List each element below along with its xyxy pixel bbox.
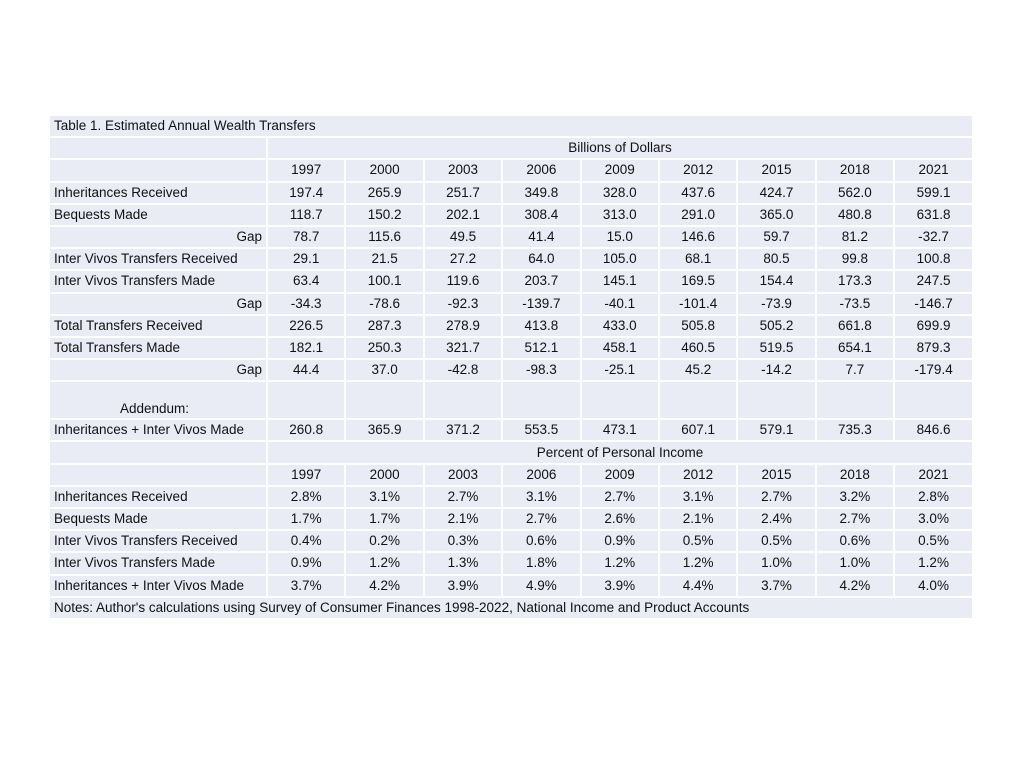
value-cell: 1.3% — [424, 552, 502, 574]
value-cell: 41.4 — [502, 226, 580, 248]
year-header-cell: 2009 — [581, 159, 659, 181]
empty-cell — [894, 381, 973, 419]
value-cell: 81.2 — [816, 226, 894, 248]
value-cell: 115.6 — [345, 226, 423, 248]
year-header-cell: 2003 — [424, 159, 502, 181]
value-cell: -25.1 — [581, 359, 659, 381]
value-cell: 100.8 — [894, 248, 973, 270]
value-cell: 3.0% — [894, 508, 973, 530]
value-cell: 2.1% — [424, 508, 502, 530]
value-cell: -146.7 — [894, 293, 973, 315]
value-cell: 2.7% — [502, 508, 580, 530]
value-cell: 2.8% — [894, 486, 973, 508]
row-label: Inter Vivos Transfers Received — [49, 248, 267, 270]
empty-cell — [345, 381, 423, 419]
value-cell: 3.1% — [659, 486, 737, 508]
value-cell: 458.1 — [581, 337, 659, 359]
value-cell: -14.2 — [737, 359, 815, 381]
table-row — [49, 508, 973, 530]
value-cell: 21.5 — [345, 248, 423, 270]
value-cell: 460.5 — [659, 337, 737, 359]
table-notes: Notes: Author's calculations using Survey of Consumer Finances 1998-2022, National Income and Product Accounts — [49, 597, 973, 619]
empty-cell — [737, 381, 815, 419]
value-cell: 44.4 — [267, 359, 345, 381]
row-label: Gap — [49, 293, 267, 315]
value-cell: 4.4% — [659, 575, 737, 597]
value-cell: 202.1 — [424, 204, 502, 226]
value-cell: 105.0 — [581, 248, 659, 270]
table-title: Table 1. Estimated Annual Wealth Transfers — [49, 115, 973, 137]
row-label: Gap — [49, 359, 267, 381]
value-cell: 579.1 — [737, 419, 815, 441]
value-cell: 4.2% — [345, 575, 423, 597]
value-cell: 505.2 — [737, 315, 815, 337]
value-cell: 250.3 — [345, 337, 423, 359]
row-label: Gap — [49, 226, 267, 248]
value-cell: 226.5 — [267, 315, 345, 337]
table-row — [49, 575, 973, 597]
year-header-row — [49, 464, 973, 486]
year-header-cell: 2000 — [345, 464, 423, 486]
table-body — [49, 115, 973, 619]
row-label: Inheritances Received — [49, 486, 267, 508]
value-cell: 278.9 — [424, 315, 502, 337]
value-cell: 7.7 — [816, 359, 894, 381]
value-cell: 1.2% — [659, 552, 737, 574]
value-cell: -73.9 — [737, 293, 815, 315]
value-cell: 0.6% — [816, 530, 894, 552]
value-cell: 197.4 — [267, 182, 345, 204]
value-cell: 78.7 — [267, 226, 345, 248]
value-cell: 433.0 — [581, 315, 659, 337]
value-cell: 0.9% — [267, 552, 345, 574]
year-header-cell: 2015 — [737, 464, 815, 486]
value-cell: 2.4% — [737, 508, 815, 530]
value-cell: 735.3 — [816, 419, 894, 441]
value-cell: 2.8% — [267, 486, 345, 508]
value-cell: 0.5% — [659, 530, 737, 552]
value-cell: 0.5% — [737, 530, 815, 552]
value-cell: 519.5 — [737, 337, 815, 359]
value-cell: 119.6 — [424, 270, 502, 292]
year-header-cell: 2006 — [502, 159, 580, 181]
row-label: Inheritances Received — [49, 182, 267, 204]
year-header-cell: 1997 — [267, 464, 345, 486]
value-cell: 154.4 — [737, 270, 815, 292]
addendum-row — [49, 419, 973, 441]
value-cell: 1.2% — [894, 552, 973, 574]
value-cell: 2.1% — [659, 508, 737, 530]
table-row — [49, 248, 973, 270]
value-cell: 413.8 — [502, 315, 580, 337]
empty-cell — [581, 381, 659, 419]
value-cell: 45.2 — [659, 359, 737, 381]
row-label: Inter Vivos Transfers Made — [49, 270, 267, 292]
value-cell: 313.0 — [581, 204, 659, 226]
year-header-cell: 2018 — [816, 464, 894, 486]
value-cell: -98.3 — [502, 359, 580, 381]
value-cell: 15.0 — [581, 226, 659, 248]
value-cell: 1.7% — [345, 508, 423, 530]
table-row — [49, 552, 973, 574]
gap-row — [49, 293, 973, 315]
value-cell: 182.1 — [267, 337, 345, 359]
value-cell: 287.3 — [345, 315, 423, 337]
value-cell: 0.3% — [424, 530, 502, 552]
value-cell: 99.8 — [816, 248, 894, 270]
year-header-cell: 2021 — [894, 159, 973, 181]
value-cell: 0.4% — [267, 530, 345, 552]
row-label: Inheritances + Inter Vivos Made — [49, 575, 267, 597]
value-cell: 146.6 — [659, 226, 737, 248]
value-cell: 699.9 — [894, 315, 973, 337]
value-cell: -78.6 — [345, 293, 423, 315]
value-cell: -32.7 — [894, 226, 973, 248]
row-label: Inter Vivos Transfers Made — [49, 552, 267, 574]
value-cell: 247.5 — [894, 270, 973, 292]
year-header-cell: 2021 — [894, 464, 973, 486]
value-cell: 3.1% — [502, 486, 580, 508]
year-header-cell: 2009 — [581, 464, 659, 486]
value-cell: 251.7 — [424, 182, 502, 204]
value-cell: -42.8 — [424, 359, 502, 381]
section-header-percent: Percent of Personal Income — [267, 441, 973, 463]
table-row — [49, 337, 973, 359]
value-cell: 607.1 — [659, 419, 737, 441]
row-label: Total Transfers Received — [49, 315, 267, 337]
year-header-cell: 2012 — [659, 464, 737, 486]
value-cell: -34.3 — [267, 293, 345, 315]
value-cell: 68.1 — [659, 248, 737, 270]
value-cell: 291.0 — [659, 204, 737, 226]
value-cell: 0.6% — [502, 530, 580, 552]
value-cell: 2.6% — [581, 508, 659, 530]
value-cell: 308.4 — [502, 204, 580, 226]
value-cell: -92.3 — [424, 293, 502, 315]
empty-cell — [49, 441, 267, 463]
empty-cell — [502, 381, 580, 419]
wealth-transfers-table — [48, 114, 974, 620]
value-cell: 0.9% — [581, 530, 659, 552]
table-row — [49, 204, 973, 226]
value-cell: 654.1 — [816, 337, 894, 359]
value-cell: 2.7% — [737, 486, 815, 508]
value-cell: 1.2% — [581, 552, 659, 574]
value-cell: 3.9% — [581, 575, 659, 597]
value-cell: 27.2 — [424, 248, 502, 270]
value-cell: 3.1% — [345, 486, 423, 508]
value-cell: 4.9% — [502, 575, 580, 597]
value-cell: -73.5 — [816, 293, 894, 315]
empty-cell — [49, 464, 267, 486]
value-cell: 63.4 — [267, 270, 345, 292]
value-cell: 480.8 — [816, 204, 894, 226]
value-cell: 59.7 — [737, 226, 815, 248]
row-label: Inter Vivos Transfers Received — [49, 530, 267, 552]
table-row — [49, 270, 973, 292]
percent-section-row — [49, 441, 973, 463]
value-cell: 150.2 — [345, 204, 423, 226]
value-cell: 265.9 — [345, 182, 423, 204]
value-cell: 328.0 — [581, 182, 659, 204]
dollars-section-row — [49, 137, 973, 159]
value-cell: 3.9% — [424, 575, 502, 597]
value-cell: -101.4 — [659, 293, 737, 315]
notes-row — [49, 597, 973, 619]
value-cell: 118.7 — [267, 204, 345, 226]
value-cell: 365.9 — [345, 419, 423, 441]
value-cell: 371.2 — [424, 419, 502, 441]
empty-cell — [49, 137, 267, 159]
empty-cell — [267, 381, 345, 419]
value-cell: 173.3 — [816, 270, 894, 292]
value-cell: 145.1 — [581, 270, 659, 292]
row-label: Bequests Made — [49, 508, 267, 530]
value-cell: 599.1 — [894, 182, 973, 204]
value-cell: 553.5 — [502, 419, 580, 441]
value-cell: 0.2% — [345, 530, 423, 552]
year-header-cell: 2003 — [424, 464, 502, 486]
year-header-cell: 2006 — [502, 464, 580, 486]
table-row — [49, 315, 973, 337]
table-row — [49, 486, 973, 508]
value-cell: -40.1 — [581, 293, 659, 315]
value-cell: 4.0% — [894, 575, 973, 597]
value-cell: 846.6 — [894, 419, 973, 441]
value-cell: 203.7 — [502, 270, 580, 292]
addendum-label: Addendum: — [49, 381, 267, 419]
value-cell: 879.3 — [894, 337, 973, 359]
value-cell: 29.1 — [267, 248, 345, 270]
value-cell: 1.2% — [345, 552, 423, 574]
value-cell: 365.0 — [737, 204, 815, 226]
value-cell: 349.8 — [502, 182, 580, 204]
gap-row — [49, 359, 973, 381]
value-cell: 169.5 — [659, 270, 737, 292]
value-cell: 512.1 — [502, 337, 580, 359]
section-header-dollars: Billions of Dollars — [267, 137, 973, 159]
value-cell: 1.0% — [816, 552, 894, 574]
row-label: Bequests Made — [49, 204, 267, 226]
value-cell: 260.8 — [267, 419, 345, 441]
value-cell: 64.0 — [502, 248, 580, 270]
title-row — [49, 115, 973, 137]
value-cell: 3.2% — [816, 486, 894, 508]
value-cell: 424.7 — [737, 182, 815, 204]
value-cell: 505.8 — [659, 315, 737, 337]
value-cell: 1.0% — [737, 552, 815, 574]
empty-cell — [816, 381, 894, 419]
year-header-row — [49, 159, 973, 181]
value-cell: 37.0 — [345, 359, 423, 381]
value-cell: 4.2% — [816, 575, 894, 597]
value-cell: 1.8% — [502, 552, 580, 574]
value-cell: 3.7% — [737, 575, 815, 597]
value-cell: 3.7% — [267, 575, 345, 597]
year-header-cell: 2018 — [816, 159, 894, 181]
table-row — [49, 530, 973, 552]
value-cell: 2.7% — [581, 486, 659, 508]
value-cell: 437.6 — [659, 182, 737, 204]
value-cell: 473.1 — [581, 419, 659, 441]
addendum-label-row — [49, 381, 973, 419]
gap-row — [49, 226, 973, 248]
value-cell: 661.8 — [816, 315, 894, 337]
wealth-transfers-table-container — [48, 114, 972, 620]
row-label: Inheritances + Inter Vivos Made — [49, 419, 267, 441]
empty-cell — [424, 381, 502, 419]
value-cell: 321.7 — [424, 337, 502, 359]
value-cell: -139.7 — [502, 293, 580, 315]
empty-cell — [659, 381, 737, 419]
year-header-cell: 2015 — [737, 159, 815, 181]
year-header-cell: 1997 — [267, 159, 345, 181]
value-cell: 2.7% — [424, 486, 502, 508]
table-row — [49, 182, 973, 204]
empty-cell — [49, 159, 267, 181]
value-cell: -179.4 — [894, 359, 973, 381]
value-cell: 2.7% — [816, 508, 894, 530]
value-cell: 631.8 — [894, 204, 973, 226]
row-label: Total Transfers Made — [49, 337, 267, 359]
year-header-cell: 2000 — [345, 159, 423, 181]
value-cell: 100.1 — [345, 270, 423, 292]
value-cell: 0.5% — [894, 530, 973, 552]
value-cell: 80.5 — [737, 248, 815, 270]
year-header-cell: 2012 — [659, 159, 737, 181]
value-cell: 49.5 — [424, 226, 502, 248]
value-cell: 562.0 — [816, 182, 894, 204]
value-cell: 1.7% — [267, 508, 345, 530]
